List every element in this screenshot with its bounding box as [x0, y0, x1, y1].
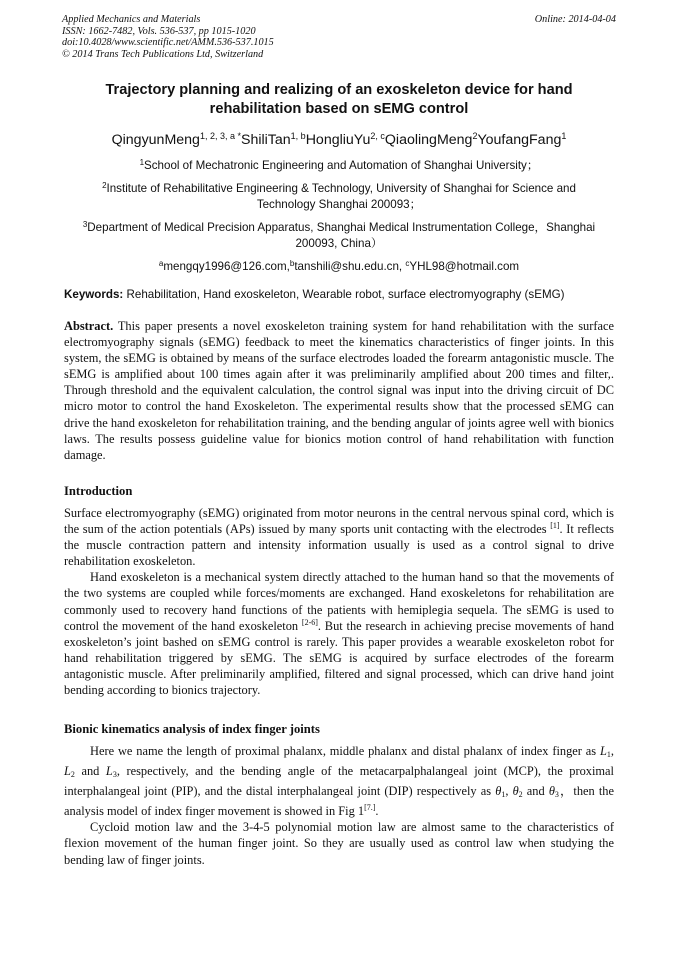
- affiliation-text: Institute of Rehabilitative Engineering & Technology, University of Shanghai for Science and: [106, 182, 576, 195]
- paragraph-text: Hand exoskeleton is a mechanical system directly attached to the human hand so that the movements of the two systems are coupled while forces/moments are exchanged. Hand exoskeletons for rehabilitation are commonly used to recovery hand functions of the patients with hemiplegia sequela. The sEMG is used to control the movement of the hand exoskeleton: [64, 570, 614, 633]
- keywords: [64, 288, 565, 301]
- citation[interactable]: [7.]: [364, 803, 376, 813]
- affiliation-mark: 2: [102, 181, 107, 190]
- paragraph-text: .: [375, 804, 379, 819]
- citation[interactable]: [2-6]: [301, 617, 318, 627]
- journal-name: Applied Mechanics and Materials: [62, 14, 201, 25]
- email-mark: b: [289, 259, 295, 268]
- math-variable: $\theta_2$: [512, 784, 523, 800]
- affiliation-text: School of Mechatronic Engineering and Automation of Shanghai University；: [144, 159, 539, 172]
- paragraph-text: ,: [505, 784, 513, 799]
- author-name: ShiliTan: [240, 132, 291, 148]
- paragraph-text: ，then the analysis model of index finger movement is showed in Fig 1: [64, 784, 614, 819]
- affiliation-2: [64, 181, 614, 213]
- paper-title: [64, 81, 614, 119]
- paragraph-text: and: [522, 784, 549, 799]
- paragraph-text: and: [74, 764, 106, 779]
- journal-header: [62, 14, 274, 60]
- email-link[interactable]: tanshili@shu.edu.cn,: [294, 260, 406, 273]
- affiliation-3: [64, 220, 614, 252]
- affiliation-1: [64, 158, 614, 174]
- keywords-label: Keywords:: [64, 288, 124, 301]
- author-name: HongliuYu: [305, 132, 371, 148]
- paragraph-text: . It reflects the muscle contraction pattern and intensity information usually is used as a control signal to drive rehabilitation exoskeleton.: [64, 522, 614, 569]
- affiliation-text: 200093, China）: [295, 237, 383, 250]
- author-affil-mark: 1, 2, 3, a *: [199, 131, 241, 141]
- paragraph-text: Here we name the length of proximal phalanx, middle phalanx and distal phalanx of index finger as: [90, 744, 600, 758]
- paragraph: [64, 505, 614, 569]
- title-line-1: Trajectory planning and realizing of an exoskeleton device for hand: [105, 82, 573, 98]
- affiliation-mark: 1: [139, 158, 145, 167]
- bionic-body: [64, 743, 614, 868]
- math-variable: $\theta_1$: [495, 784, 506, 800]
- doi-line: doi:10.4028/www.scientific.net/AMM.536-537.1015: [62, 37, 274, 49]
- paragraph: Cycloid motion law and the 3-4-5 polynomial motion law are almost same to the characteristics of flexion movement of the human finger joint. So they are usually used as control law when studying the bending law of finger joints.: [64, 820, 614, 867]
- email-link[interactable]: mengqy1996@126.com,: [163, 260, 290, 273]
- introduction-body: [64, 505, 614, 698]
- author-affil-mark: 1: [561, 131, 567, 141]
- paragraph-text: . But the research in achieving precise movements of hand exoskeleton’s joint bashed on sEMG control is rarely. This paper provides a wearable exoskeleton robot for hand rehabilitation triggered by sEMG. The sEMG is acquired by surface electrodes of the forearm antagonistic muscle. After preliminarily amplified, filtered and signal processed, which can drive hand joint bending according to bionics trajectory.: [64, 618, 614, 698]
- citation[interactable]: [1]: [550, 521, 560, 531]
- email-link[interactable]: YHL98@hotmail.com: [409, 260, 520, 273]
- keywords-text: Rehabilitation, Hand exoskeleton, Wearable robot, surface electromyography (sEMG): [123, 288, 565, 301]
- author-list: [64, 132, 614, 148]
- abstract-text: This paper presents a novel exoskeleton training system for hand rehabilitation with the surface electromyography signals (sEMG) feedback to meet the kinematics characteristics of finger joints. In this system, the sEMG is obtained by means of the surface electrodes loaded the forearm antagonistic muscle. The sEMG is amplified about 100 times again after it was preliminarily amplified about 200 times and filter,. Through threshold and the equivalent calculation, the control signal was input into the driving circuit of DC micro motor to control the hand Exoskeleton. The experimental results show that the processed sEMG can drive the hand exoskeleton for rehabilitation training, and the bending angular of joints agree well with bionics laws. The results possess guideline value for bionics motion control of hand rehabilitation with function damage.: [64, 319, 614, 462]
- math-variable: $L_3$: [105, 764, 117, 780]
- author-name: QingyunMeng: [111, 132, 200, 148]
- author-affil-mark: 2: [472, 131, 478, 141]
- issn-line: ISSN: 1662-7482, Vols. 536-537, pp 1015-1020: [62, 25, 256, 37]
- author-name: QiaolingMeng: [384, 132, 473, 148]
- math-variable: $\theta_3$: [548, 784, 559, 800]
- abstract: [64, 318, 614, 463]
- author-emails: [64, 259, 614, 275]
- copyright-line: © 2014 Trans Tech Publications Ltd, Switzerland: [62, 48, 264, 60]
- math-variable: $L_1$: [599, 744, 611, 759]
- paragraph: [64, 569, 614, 698]
- paragraph-text: ,: [610, 744, 614, 758]
- online-date: Online: 2014-04-04: [534, 14, 616, 25]
- section-heading-introduction: Introduction: [64, 484, 133, 498]
- math-variable: $L_2$: [64, 764, 75, 780]
- title-line-2: rehabilitation based on sEMG control: [209, 101, 469, 117]
- affiliation-text: Technology Shanghai 200093；: [256, 198, 422, 211]
- section-heading-bionic: Bionic kinematics analysis of index finger joints: [64, 722, 320, 736]
- email-mark: c: [405, 259, 410, 268]
- paragraph: [64, 743, 614, 819]
- author-affil-mark: 2, c: [370, 131, 385, 141]
- abstract-label: Abstract.: [64, 319, 114, 333]
- paragraph-text: , respectively, and the bending angle of the metacarpalphalangeal joint (MCP), the proximal interphalangeal joint (PIP), and the distal interphalangeal joint (DIP) respectively as: [64, 764, 615, 799]
- paragraph-text: Surface electromyography (sEMG) originated from motor neurons in the central nervous spinal cord, which is the sum of the action potentials (APs) issued by many sports unit contacting with the electrodes: [64, 506, 614, 537]
- affiliation-text: Department of Medical Precision Apparatus, Shanghai Medical Instrumentation College，Shanghai: [87, 221, 596, 234]
- affiliation-mark: 3: [82, 220, 88, 229]
- email-mark: a: [158, 259, 164, 268]
- author-affil-mark: 1, b: [290, 131, 306, 141]
- author-name: YoufangFang: [477, 132, 562, 148]
